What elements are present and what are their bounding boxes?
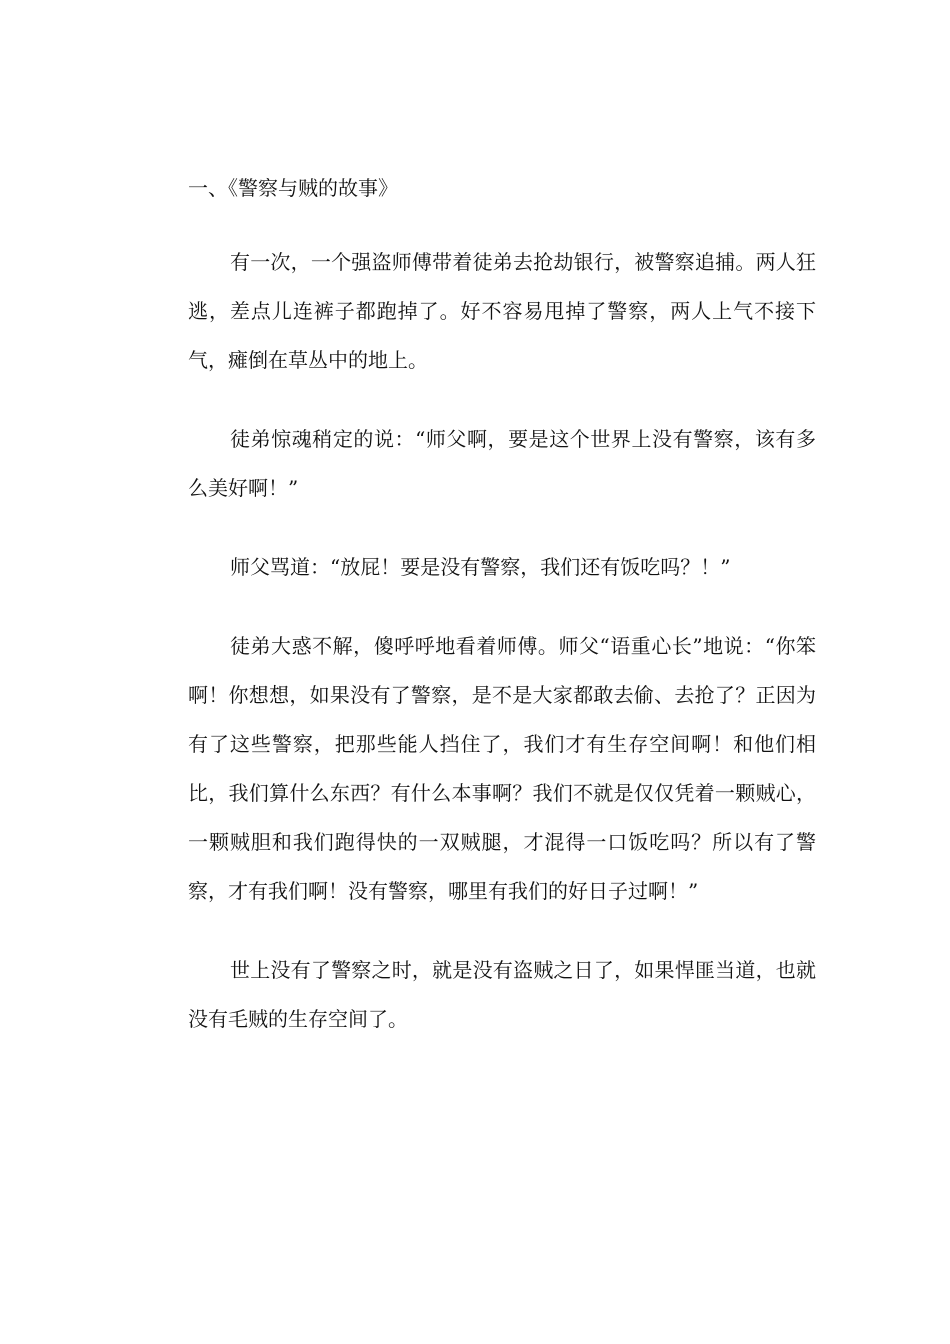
paragraph-4: 徒弟大惑不解，傻呼呼地看着师傅。师父“语重心长”地说：“你笨啊！你想想，如果没有了警察，是不是大家都敢去偷、去抢了？正因为有了这些警察，把那些能人挡住了，我们才有生存空间啊！和他们相比，我们算什么东西？有什么本事啊？我们不就是仅仅凭着一颗贼心，一颗贼胆和我们跑得快的一双贼腿，才混得一口饭吃吗？所以有了警察，才有我们啊！没有警察，哪里有我们的好日子过啊！” — [188, 634, 816, 903]
paragraph-2: 徒弟惊魂稍定的说：“师父啊，要是这个世界上没有警察，该有多么美好啊！” — [188, 427, 816, 500]
document-body — [188, 168, 816, 1074]
paragraph-1: 有一次，一个强盗师傅带着徒弟去抢劫银行，被警察追捕。两人狂逃，差点儿连裤子都跑掉了。好不容易甩掉了警察，两人上气不接下气，瘫倒在草丛中的地上。 — [188, 250, 816, 372]
story-title: 一、《警察与贼的故事》 — [188, 176, 398, 200]
paragraph-5: 世上没有了警察之时，就是没有盗贼之日了，如果悍匪当道，也就没有毛贼的生存空间了。 — [188, 958, 816, 1031]
paragraph-3: 师父骂道：“放屁！要是没有警察，我们还有饭吃吗？！” — [230, 555, 731, 579]
